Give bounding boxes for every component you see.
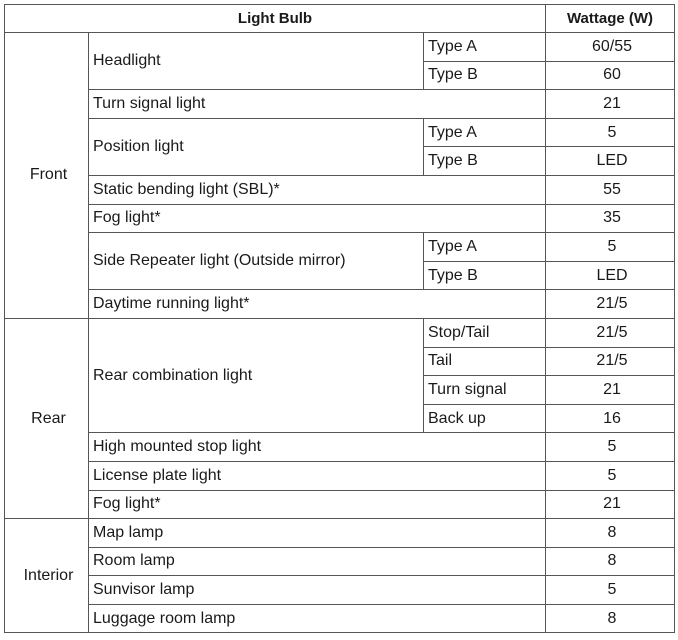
drl-watt: 21/5 xyxy=(546,290,675,319)
side-repeater-type-b: Type B xyxy=(424,261,546,290)
light-bulb-header: Light Bulb xyxy=(5,5,546,33)
table-row xyxy=(5,118,675,147)
back-up-label: Back up xyxy=(424,404,546,433)
table-row xyxy=(5,290,675,319)
turn-signal-watt: 21 xyxy=(546,90,675,119)
map-lamp-label: Map lamp xyxy=(89,519,546,548)
header-row xyxy=(5,5,675,33)
front-fog-label: Fog light* xyxy=(89,204,546,233)
position-type-b: Type B xyxy=(424,147,546,176)
table-row xyxy=(5,519,675,548)
headlight-type-a-watt: 60/55 xyxy=(546,33,675,62)
table-row xyxy=(5,461,675,490)
table-row xyxy=(5,233,675,262)
rear-turn-signal-watt: 21 xyxy=(546,376,675,405)
table-row xyxy=(5,90,675,119)
rear-group-label: Rear xyxy=(5,318,89,518)
drl-label: Daytime running light* xyxy=(89,290,546,319)
sbl-watt: 55 xyxy=(546,175,675,204)
tail-watt: 21/5 xyxy=(546,347,675,376)
license-plate-label: License plate light xyxy=(89,461,546,490)
table-row xyxy=(5,204,675,233)
stop-tail-watt: 21/5 xyxy=(546,318,675,347)
side-repeater-type-b-watt: LED xyxy=(546,261,675,290)
sunvisor-lamp-watt: 5 xyxy=(546,576,675,605)
table-row xyxy=(5,433,675,462)
position-light-label: Position light xyxy=(89,118,424,175)
room-lamp-label: Room lamp xyxy=(89,547,546,576)
stop-tail-label: Stop/Tail xyxy=(424,318,546,347)
interior-group-label: Interior xyxy=(5,519,89,633)
light-bulb-wattage-table xyxy=(4,4,675,633)
turn-signal-label: Turn signal light xyxy=(89,90,546,119)
rear-turn-signal-label: Turn signal xyxy=(424,376,546,405)
position-type-a: Type A xyxy=(424,118,546,147)
table-row xyxy=(5,604,675,633)
high-mounted-label: High mounted stop light xyxy=(89,433,546,462)
table-row xyxy=(5,547,675,576)
rear-fog-label: Fog light* xyxy=(89,490,546,519)
headlight-label: Headlight xyxy=(89,33,424,90)
front-fog-watt: 35 xyxy=(546,204,675,233)
side-repeater-label: Side Repeater light (Outside mirror) xyxy=(89,233,424,290)
sunvisor-lamp-label: Sunvisor lamp xyxy=(89,576,546,605)
sbl-label: Static bending light (SBL)* xyxy=(89,175,546,204)
table-row xyxy=(5,175,675,204)
luggage-lamp-watt: 8 xyxy=(546,604,675,633)
rear-combination-label: Rear combination light xyxy=(89,318,424,432)
wattage-header: Wattage (W) xyxy=(546,5,675,33)
position-type-a-watt: 5 xyxy=(546,118,675,147)
tail-label: Tail xyxy=(424,347,546,376)
table-row xyxy=(5,576,675,605)
side-repeater-type-a-watt: 5 xyxy=(546,233,675,262)
headlight-type-a: Type A xyxy=(424,33,546,62)
license-plate-watt: 5 xyxy=(546,461,675,490)
table-row xyxy=(5,33,675,62)
headlight-type-b-watt: 60 xyxy=(546,61,675,90)
side-repeater-type-a: Type A xyxy=(424,233,546,262)
back-up-watt: 16 xyxy=(546,404,675,433)
luggage-lamp-label: Luggage room lamp xyxy=(89,604,546,633)
position-type-b-watt: LED xyxy=(546,147,675,176)
table-row xyxy=(5,490,675,519)
headlight-type-b: Type B xyxy=(424,61,546,90)
front-group-label: Front xyxy=(5,33,89,319)
room-lamp-watt: 8 xyxy=(546,547,675,576)
table-row xyxy=(5,318,675,347)
rear-fog-watt: 21 xyxy=(546,490,675,519)
map-lamp-watt: 8 xyxy=(546,519,675,548)
high-mounted-watt: 5 xyxy=(546,433,675,462)
